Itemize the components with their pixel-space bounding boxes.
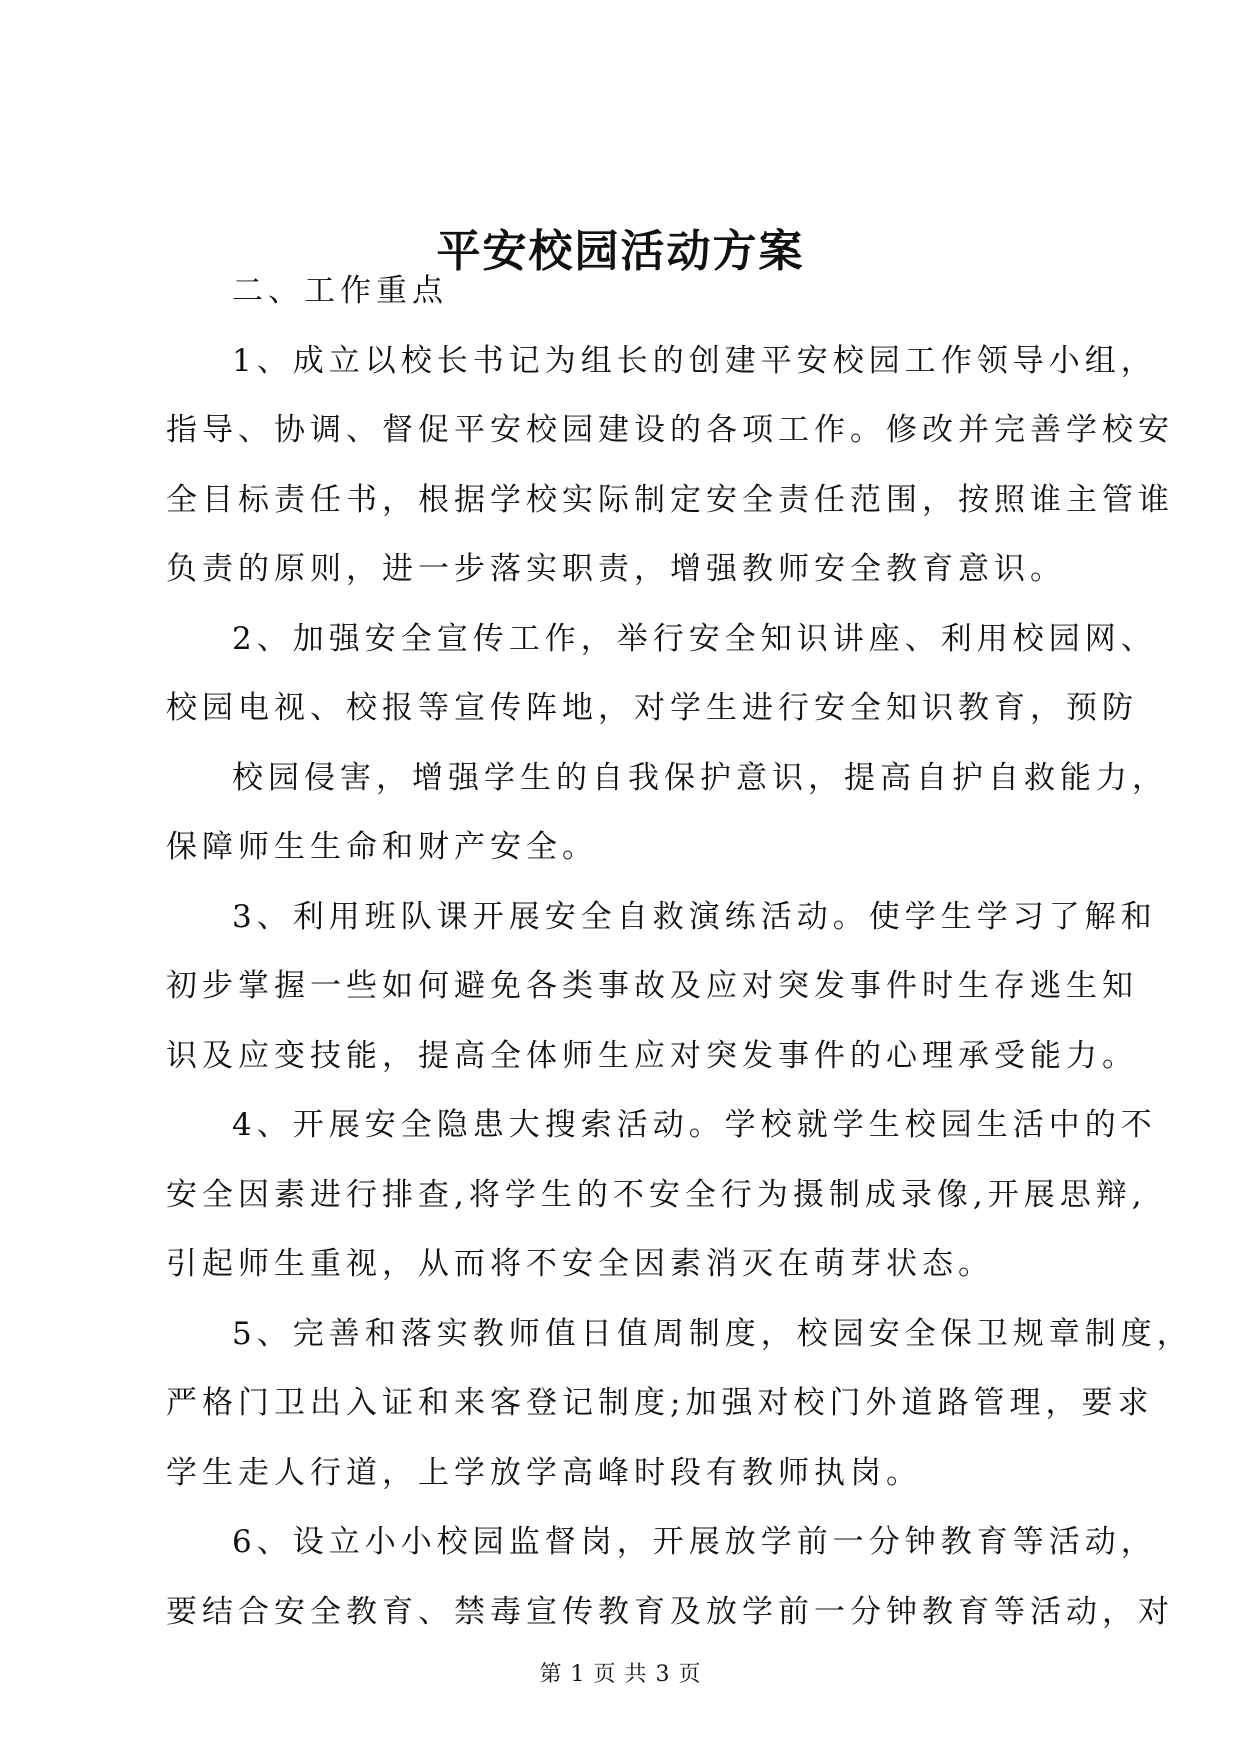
document-title: 平安校园活动方案 (436, 226, 805, 277)
page-footer: 第 1 页 共 3 页 (539, 1662, 702, 1687)
paragraph-line: 识及应变技能，提高全体师生应对突发事件的心理承受能力。 (166, 1038, 1138, 1074)
section-heading: 二、工作重点 (232, 273, 448, 309)
paragraph-line: 严格门卫出入证和来客登记制度;加强对校门外道路管理，要求 (166, 1385, 1154, 1421)
paragraph-line: 学生走人行道，上学放学高峰时段有教师执岗。 (166, 1455, 922, 1491)
paragraph-line: 安全因素进行排查,将学生的不安全行为摄制成录像,开展思辩, (166, 1177, 1147, 1213)
paragraph-line: 全目标责任书，根据学校实际制定安全责任范围，按照谁主管谁 (166, 482, 1174, 518)
paragraph-line: 2、加强安全宣传工作，举行安全知识讲座、利用校园网、 (232, 621, 1157, 657)
paragraph-line: 4、开展安全隐患大搜索活动。学校就学生校园生活中的不 (232, 1107, 1157, 1143)
paragraph-line: 指导、协调、督促平安校园建设的各项工作。修改并完善学校安 (166, 412, 1174, 448)
paragraph-line: 负责的原则，进一步落实职责，增强教师安全教育意识。 (166, 551, 1066, 587)
paragraph-line: 引起师生重视，从而将不安全因素消灭在萌芽状态。 (166, 1246, 994, 1282)
paragraph-line: 初步掌握一些如何避免各类事故及应对突发事件时生存逃生知 (166, 968, 1138, 1004)
paragraph-line: 校园侵害，增强学生的自我保护意识，提高自护自救能力， (232, 760, 1168, 796)
paragraph-line: 1、成立以校长书记为组长的创建平安校园工作领导小组， (232, 343, 1157, 379)
paragraph-line: 保障师生生命和财产安全。 (166, 829, 598, 865)
paragraph-line: 3、利用班队课开展安全自救演练活动。使学生学习了解和 (232, 899, 1157, 935)
paragraph-line: 校园电视、校报等宣传阵地，对学生进行安全知识教育，预防 (166, 690, 1138, 726)
paragraph-line: 5、完善和落实教师值日值周制度，校园安全保卫规章制度， (232, 1316, 1193, 1352)
paragraph-line: 要结合安全教育、禁毒宣传教育及放学前一分钟教育等活动，对 (166, 1594, 1174, 1630)
paragraph-line: 6、设立小小校园监督岗，开展放学前一分钟教育等活动， (232, 1524, 1157, 1560)
